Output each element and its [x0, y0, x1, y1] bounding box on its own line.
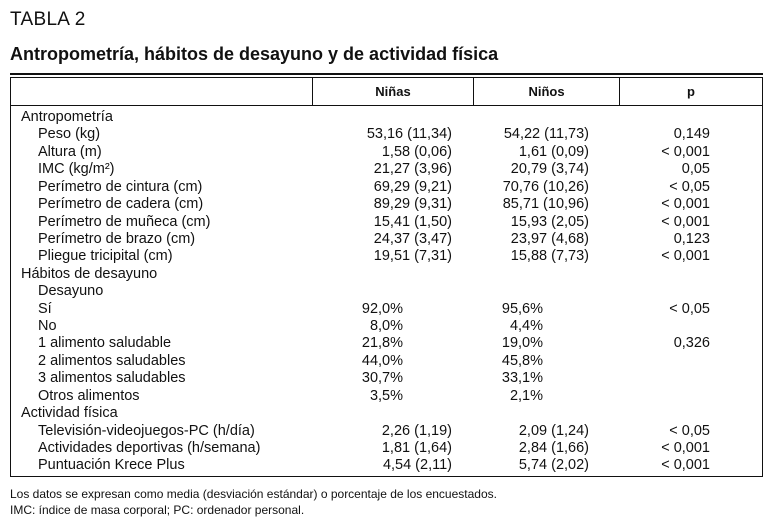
table-number-label: TABLA 2	[10, 9, 86, 30]
row-label: Televisión-videojuegos-PC (h/día)	[38, 422, 255, 439]
table-row	[11, 353, 762, 370]
cell-ninos: 4,4%	[509, 318, 543, 335]
table-row	[11, 214, 762, 231]
cell-ninos: 1,61 (0,09)	[518, 143, 589, 160]
cell-ninos: 85,71 (10,96)	[502, 196, 589, 213]
cell-ninas: 44,0%	[361, 352, 403, 369]
cell-ninos: 95,6%	[501, 300, 543, 317]
row-label: Actividades deportivas (h/semana)	[38, 439, 261, 456]
cell-ninos: 20,79 (3,74)	[510, 161, 589, 178]
cell-ninas: 3,5%	[369, 387, 403, 404]
cell-ninas: 19,51 (7,31)	[373, 248, 452, 265]
row-label: 1 alimento saludable	[38, 335, 172, 352]
table-row	[11, 161, 762, 178]
table-row	[11, 370, 762, 387]
cell-ninas: 1,58 (0,06)	[381, 143, 452, 160]
cell-ninos: 70,76 (10,26)	[502, 178, 589, 195]
row-label: No	[38, 318, 57, 335]
cell-ninas: 89,29 (9,31)	[373, 196, 452, 213]
cell-ninas: 2,26 (1,19)	[381, 422, 452, 439]
cell-p-value: 0,326	[673, 335, 710, 352]
column-header-ninas: Niñas	[375, 84, 411, 99]
table-row	[11, 179, 762, 196]
row-label: Antropometría	[21, 109, 113, 125]
table-row	[11, 423, 762, 440]
cell-p-value: < 0,001	[661, 248, 710, 265]
cell-ninos: 45,8%	[501, 352, 543, 369]
cell-ninos: 54,22 (11,73)	[503, 126, 589, 143]
table-row	[11, 248, 762, 265]
row-label: 2 alimentos saludables	[38, 352, 186, 369]
cell-p-value: 0,149	[673, 126, 710, 143]
row-label: Pliegue tricipital (cm)	[38, 248, 173, 265]
section-row	[11, 405, 762, 422]
table-row	[11, 335, 762, 352]
cell-ninos: 15,88 (7,73)	[510, 248, 589, 265]
cell-p-value: < 0,001	[661, 457, 710, 474]
cell-p-value: 0,05	[681, 161, 710, 178]
cell-ninas: 4,54 (2,11)	[382, 457, 452, 474]
cell-ninos: 23,97 (4,68)	[510, 230, 589, 247]
cell-ninos: 33,1%	[501, 370, 543, 387]
cell-p-value: < 0,05	[669, 178, 710, 195]
cell-ninos: 2,1%	[509, 387, 543, 404]
cell-p-value: < 0,001	[661, 439, 710, 456]
table-row	[11, 231, 762, 248]
table-row	[11, 283, 762, 300]
row-label: Puntuación Krece Plus	[38, 457, 185, 474]
cell-ninos: 19,0%	[501, 335, 543, 352]
cell-p-value: < 0,001	[661, 213, 710, 230]
title-rule	[10, 73, 763, 75]
cell-p-value: 0,123	[673, 230, 710, 247]
cell-ninas: 69,29 (9,21)	[373, 178, 452, 195]
section-row	[11, 266, 762, 283]
cell-ninas: 92,0%	[361, 300, 403, 317]
cell-ninas: 24,37 (3,47)	[373, 230, 452, 247]
row-label: Desayuno	[38, 283, 104, 300]
data-table	[10, 77, 763, 477]
cell-ninas: 8,0%	[369, 318, 403, 335]
table-row	[11, 457, 762, 474]
row-label: Perímetro de brazo (cm)	[38, 230, 196, 247]
column-header-ninos: Niños	[528, 84, 565, 99]
table-row	[11, 301, 762, 318]
row-label: IMC (kg/m²)	[38, 161, 115, 178]
row-label: Actividad física	[21, 405, 118, 422]
table-row	[11, 440, 762, 457]
cell-ninos: 2,09 (1,24)	[518, 422, 589, 439]
row-label: Peso (kg)	[38, 126, 101, 143]
row-label: Hábitos de desayuno	[21, 265, 158, 282]
row-label: Altura (m)	[38, 143, 102, 160]
cell-ninas: 21,8%	[361, 335, 403, 352]
table-row	[11, 388, 762, 405]
footnote: IMC: índice de masa corporal; PC: ordenador personal.	[10, 503, 305, 517]
cell-p-value: < 0,05	[669, 422, 710, 439]
cell-ninas: 53,16 (11,34)	[366, 126, 452, 143]
cell-p-value: < 0,001	[661, 143, 710, 160]
table-row	[11, 196, 762, 213]
table-row	[11, 144, 762, 161]
row-label: Perímetro de muñeca (cm)	[38, 213, 211, 230]
cell-p-value: < 0,001	[661, 196, 710, 213]
row-label: Otros alimentos	[38, 387, 140, 404]
table-title: Antropometría, hábitos de desayuno y de actividad física	[10, 44, 499, 64]
row-label: Perímetro de cadera (cm)	[38, 196, 204, 213]
cell-p-value: < 0,05	[669, 300, 710, 317]
section-row	[11, 109, 762, 126]
cell-ninas: 1,81 (1,64)	[381, 439, 452, 456]
cell-ninas: 30,7%	[361, 370, 403, 387]
cell-ninos: 5,74 (2,02)	[518, 457, 589, 474]
table-row	[11, 318, 762, 335]
footnote: Los datos se expresan como media (desviación estándar) o porcentaje de los encuestados.	[10, 487, 497, 501]
cell-ninos: 2,84 (1,66)	[518, 439, 589, 456]
header-rule	[11, 105, 762, 106]
column-header-p: p	[687, 84, 695, 99]
row-label: 3 alimentos saludables	[38, 370, 186, 387]
cell-ninas: 21,27 (3,96)	[373, 161, 452, 178]
row-label: Sí	[38, 300, 52, 317]
cell-ninos: 15,93 (2,05)	[510, 213, 589, 230]
table-row	[11, 126, 762, 143]
cell-ninas: 15,41 (1,50)	[373, 213, 452, 230]
row-label: Perímetro de cintura (cm)	[38, 178, 203, 195]
